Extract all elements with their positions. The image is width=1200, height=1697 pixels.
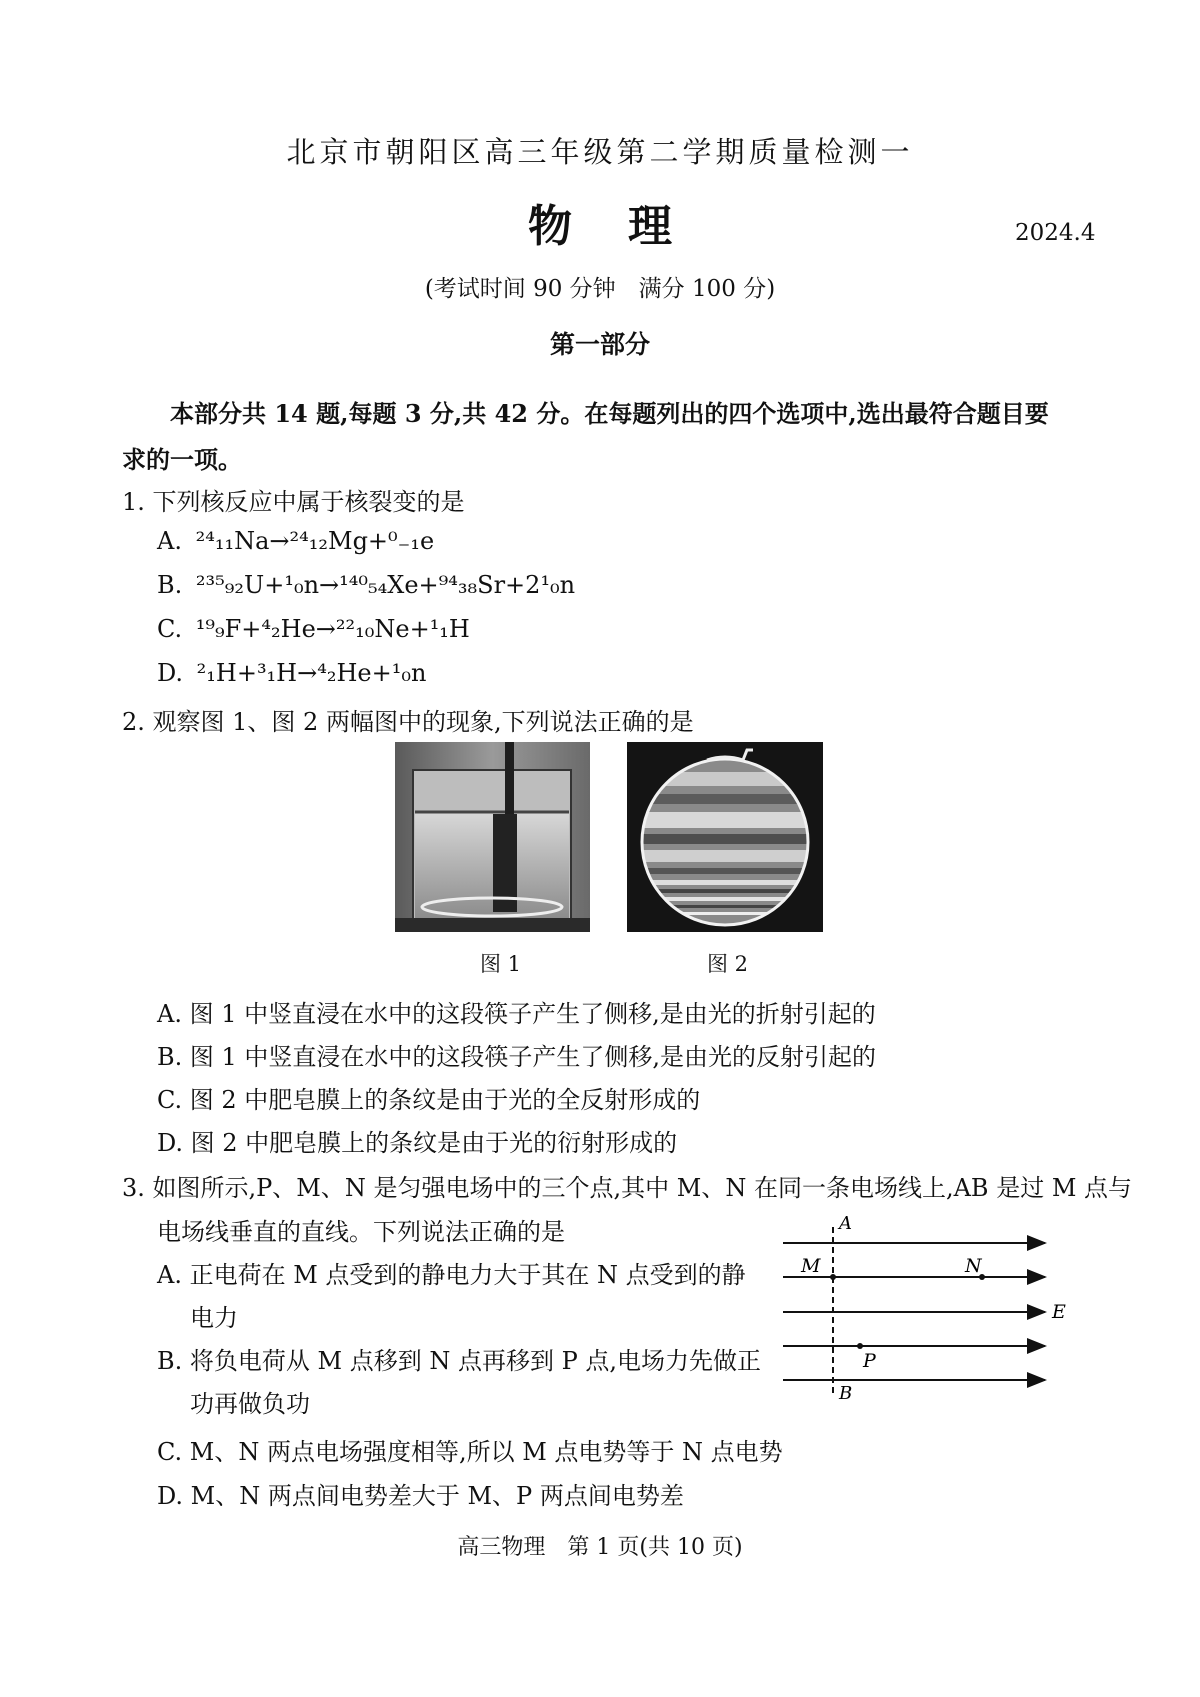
part-instructions: 本部分共 14 题,每题 3 分,共 42 分。在每题列出的四个选项中,选出最符合题目要求的一项。 <box>122 399 1049 474</box>
q2-option-a: A. 图 1 中竖直浸在水中的这段筷子产生了侧移,是由光的折射引起的 <box>157 1000 876 1028</box>
q1-option-d-label: D. <box>157 659 184 687</box>
q1-option-b-label: B. <box>157 571 183 599</box>
label-b: B <box>839 1383 853 1400</box>
q3-option-a-line2: 电力 <box>190 1304 238 1332</box>
q3-option-b-line2: 功再做负功 <box>190 1390 310 1418</box>
q2-option-c: C. 图 2 中肥皂膜上的条纹是由于光的全反射形成的 <box>157 1086 701 1114</box>
q1-option-b <box>157 571 575 599</box>
exam-date: 2024.4 <box>1015 220 1096 246</box>
point-p <box>857 1343 863 1349</box>
q1-option-a-label: A. <box>157 527 182 555</box>
q1-option-d <box>157 659 426 687</box>
q1-option-c <box>157 615 470 643</box>
figure-1-caption: 图 1 <box>480 952 522 976</box>
figure-2-caption: 图 2 <box>707 952 749 976</box>
label-n: N <box>965 1255 982 1277</box>
page-footer: 高三物理 第 1 页(共 10 页) <box>457 1535 743 1560</box>
label-e: E <box>1052 1301 1066 1323</box>
q1-stem: 1. 下列核反应中属于核裂变的是 <box>122 488 465 516</box>
exam-title: 北京市朝阳区高三年级第二学期质量检测一 <box>286 135 914 169</box>
q1-option-b-formula: ²³⁵₉₂U+¹₀n→¹⁴⁰₅₄Xe+⁹⁴₃₈Sr+2¹₀n <box>195 571 576 599</box>
label-a: A <box>839 1213 852 1234</box>
q3-stem-line1: 3. 如图所示,P、M、N 是匀强电场中的三个点,其中 M、N 在同一条电场线上,AB 是过 M 点与 <box>122 1174 1133 1202</box>
point-m <box>830 1274 836 1280</box>
q3-option-c: C. M、N 两点电场强度相等,所以 M 点电势等于 N 点电势 <box>157 1438 783 1466</box>
q3-option-b-line1: B. 将负电荷从 M 点移到 N 点再移到 P 点,电场力先做正 <box>157 1347 762 1375</box>
subject-title: 物理 <box>528 201 728 252</box>
figure-2-soap-film-image <box>627 742 823 932</box>
q3-option-d: D. M、N 两点间电势差大于 M、P 两点间电势差 <box>157 1482 684 1510</box>
q1-option-c-formula: ¹⁹₉F+⁴₂He→²²₁₀Ne+¹₁H <box>195 615 470 643</box>
exam-info: (考试时间 90 分钟 满分 100 分) <box>424 276 776 302</box>
q3-stem-line2: 电场线垂直的直线。下列说法正确的是 <box>157 1218 565 1246</box>
part-heading: 第一部分 <box>549 330 650 359</box>
electric-field-diagram <box>775 1205 1075 1400</box>
q1-option-a-formula: ²⁴₁₁Na→²⁴₁₂Mg+⁰₋₁e <box>195 527 435 555</box>
q2-option-b: B. 图 1 中竖直浸在水中的这段筷子产生了侧移,是由光的反射引起的 <box>157 1043 877 1071</box>
q1-option-c-label: C. <box>157 615 183 643</box>
q3-option-a-line1: A. 正电荷在 M 点受到的静电力大于其在 N 点受到的静 <box>157 1261 746 1289</box>
figure-1-chopstick-image <box>395 742 590 932</box>
q2-option-d: D. 图 2 中肥皂膜上的条纹是由于光的衍射形成的 <box>157 1129 678 1157</box>
q1-option-d-formula: ²₁H+³₁H→⁴₂He+¹₀n <box>196 659 427 687</box>
q1-option-a <box>157 527 434 555</box>
label-m: M <box>801 1255 821 1277</box>
q2-stem: 2. 观察图 1、图 2 两幅图中的现象,下列说法正确的是 <box>122 708 694 736</box>
label-p: P <box>863 1350 876 1372</box>
